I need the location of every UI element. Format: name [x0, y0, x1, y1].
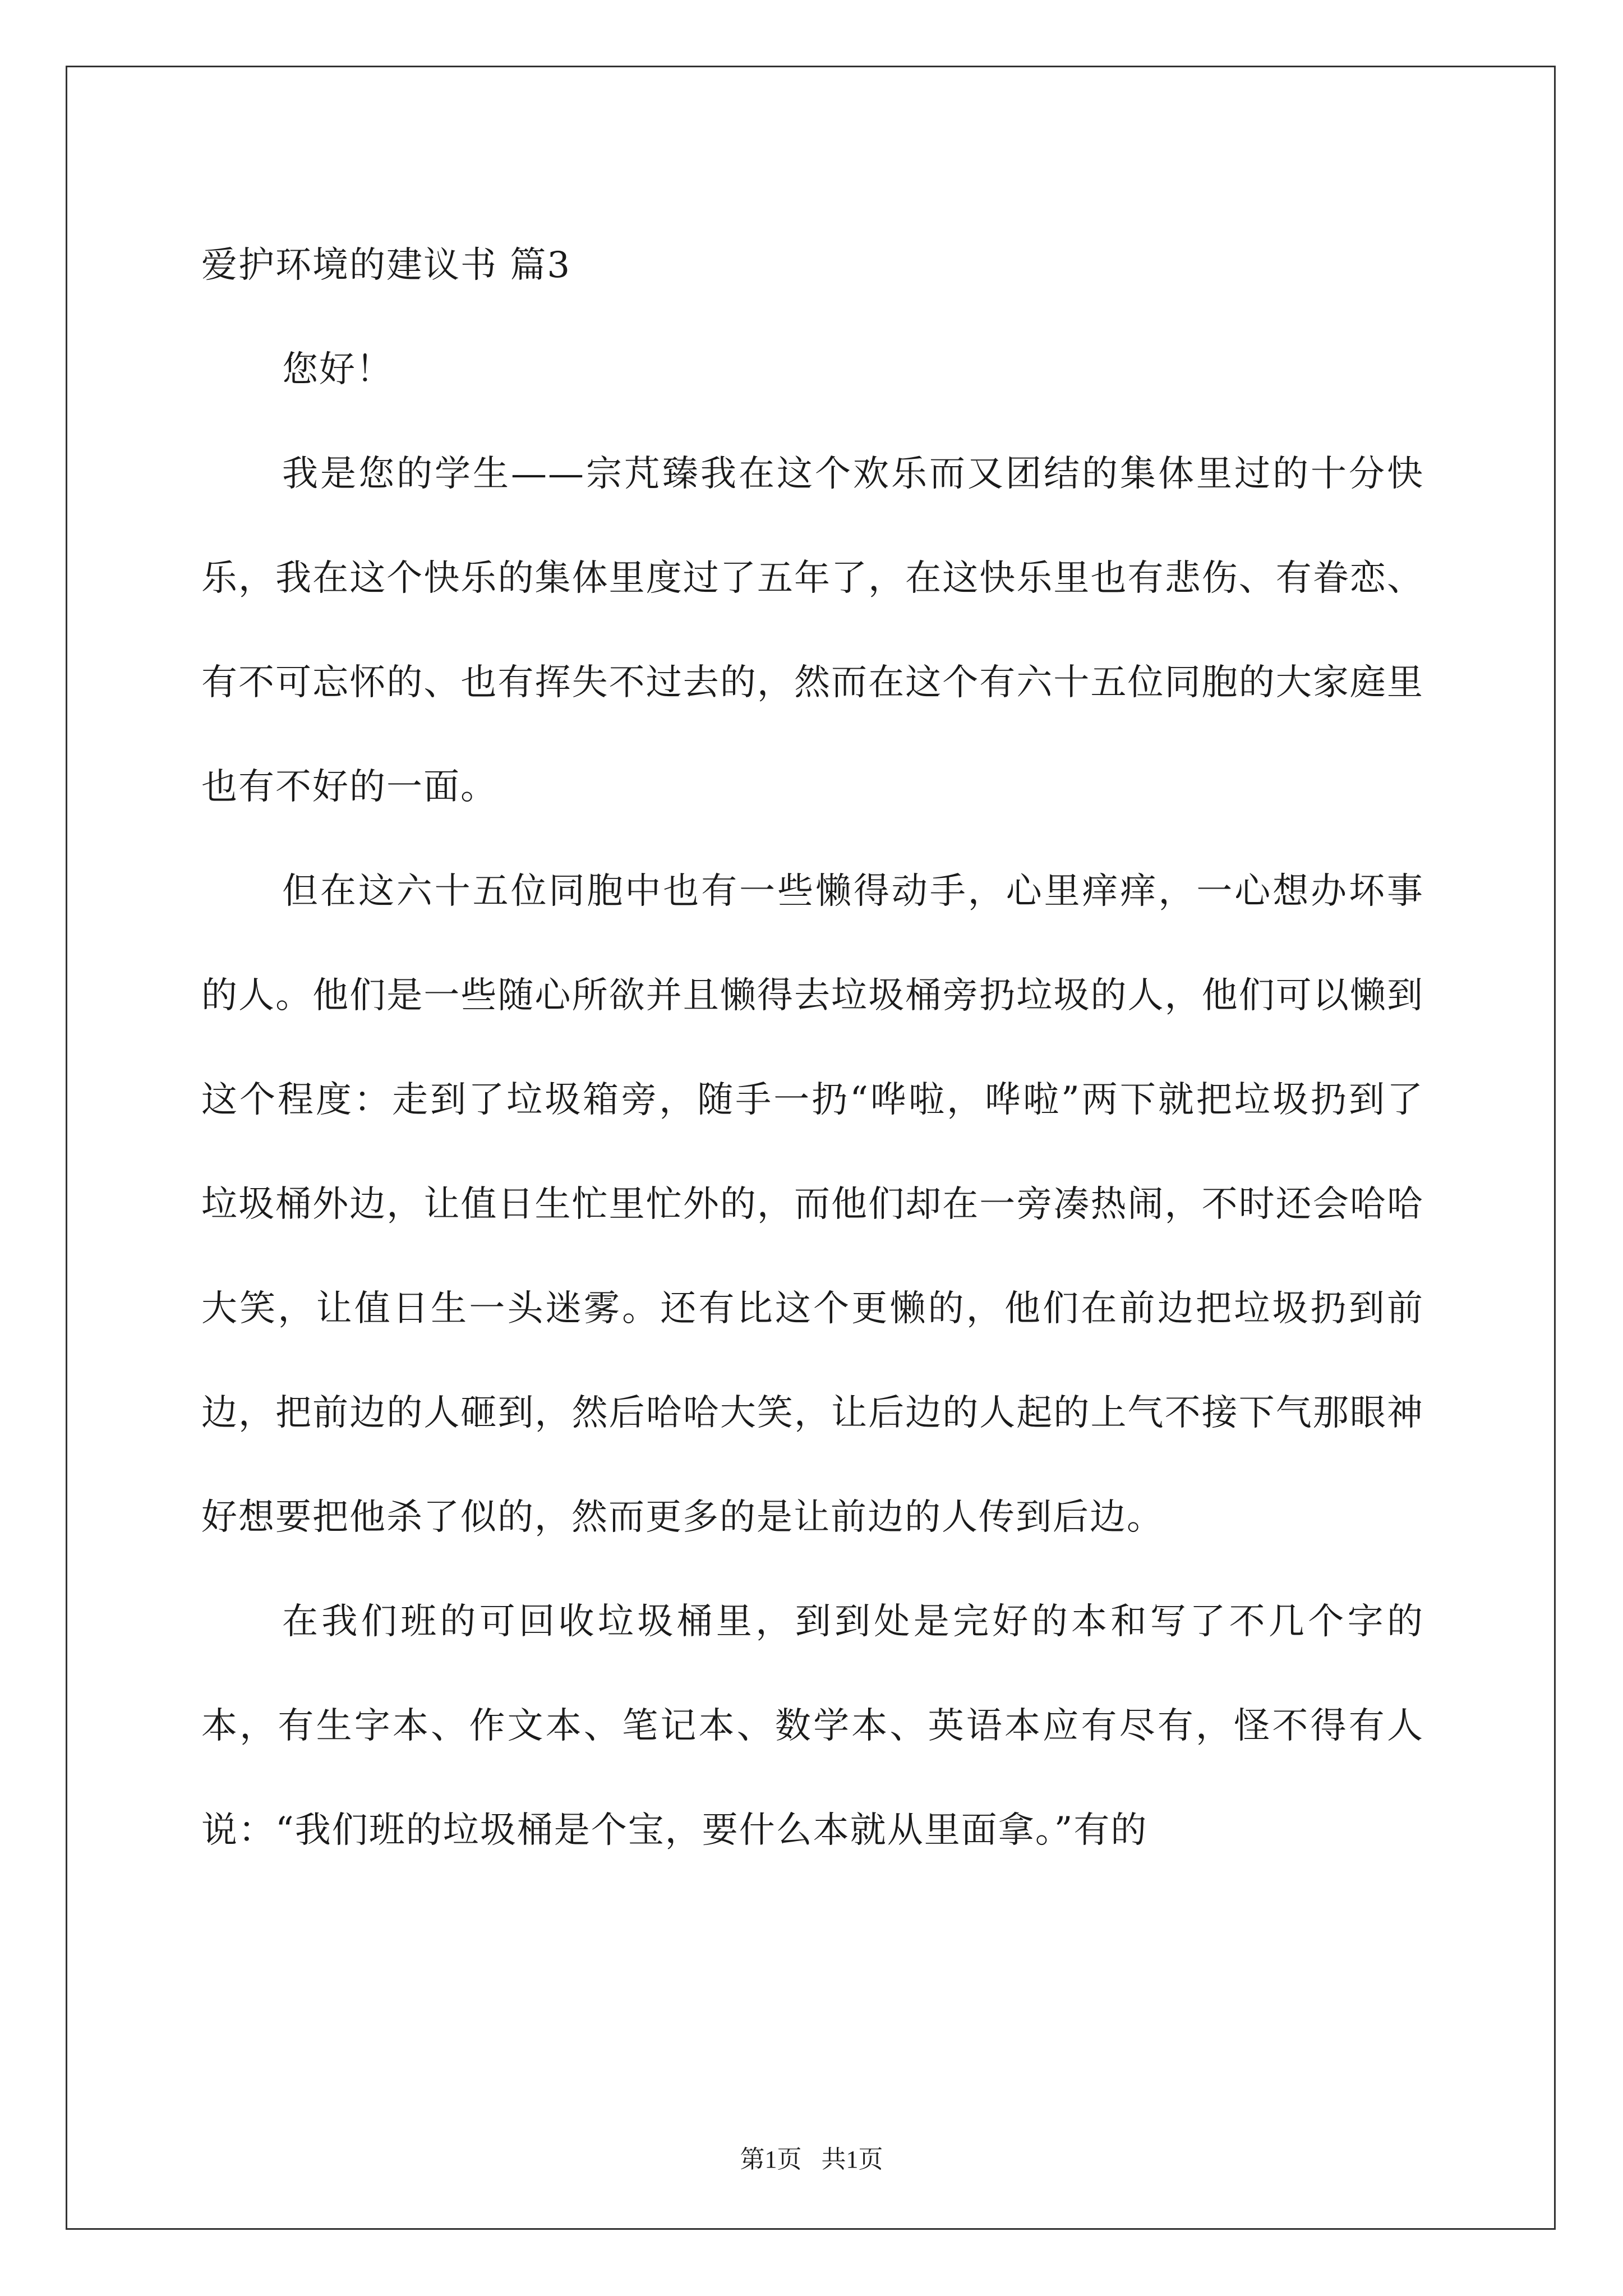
- document-body: [201, 213, 1424, 1883]
- page-total: 共1页: [821, 2146, 883, 2173]
- paragraph-2: 但在这六十五位同胞中也有一些懒得动手，心里痒痒，一心想办坏事的人。他们是一些随心所欲并且懒得去垃圾桶旁扔垃圾的人，他们可以懒到这个程度：走到了垃圾箱旁，随手一扔“哗啦，哗啦”两下就把垃圾扔到了垃圾桶外边，让值日生忙里忙外的，而他们却在一旁凑热闹，不时还会哈哈大笑，让值日生一头迷雾。还有比这个更懒的，他们在前边把垃圾扔到前边，把前边的人砸到，然后哈哈大笑，让后边的人起的上气不接下气那眼神好想要把他杀了似的，然而更多的是让前边的人传到后边。: [201, 871, 1424, 1538]
- page-number: 第1页: [740, 2146, 802, 2173]
- page-footer: [0, 2143, 1623, 2177]
- paragraph-greeting: 您好！: [282, 349, 393, 390]
- paragraph-3: 在我们班的可回收垃圾桶里，到到处是完好的本和写了不几个字的本，有生字本、作文本、笔记本、数学本、英语本应有尽有，怪不得有人说：“我们班的垃圾桶是个宝，要什么本就从里面拿。”有的: [201, 1601, 1424, 1851]
- document-title: 爱护环境的建议书 篇3: [201, 245, 571, 286]
- paragraph-1: 我是您的学生——宗芃臻我在这个欢乐而又团结的集体里过的十分快乐，我在这个快乐的集体里度过了五年了，在这快乐里也有悲伤、有眷恋、有不可忘怀的、也有挥失不过去的，然而在这个有六十五位同胞的大家庭里也有不好的一面。: [201, 453, 1424, 808]
